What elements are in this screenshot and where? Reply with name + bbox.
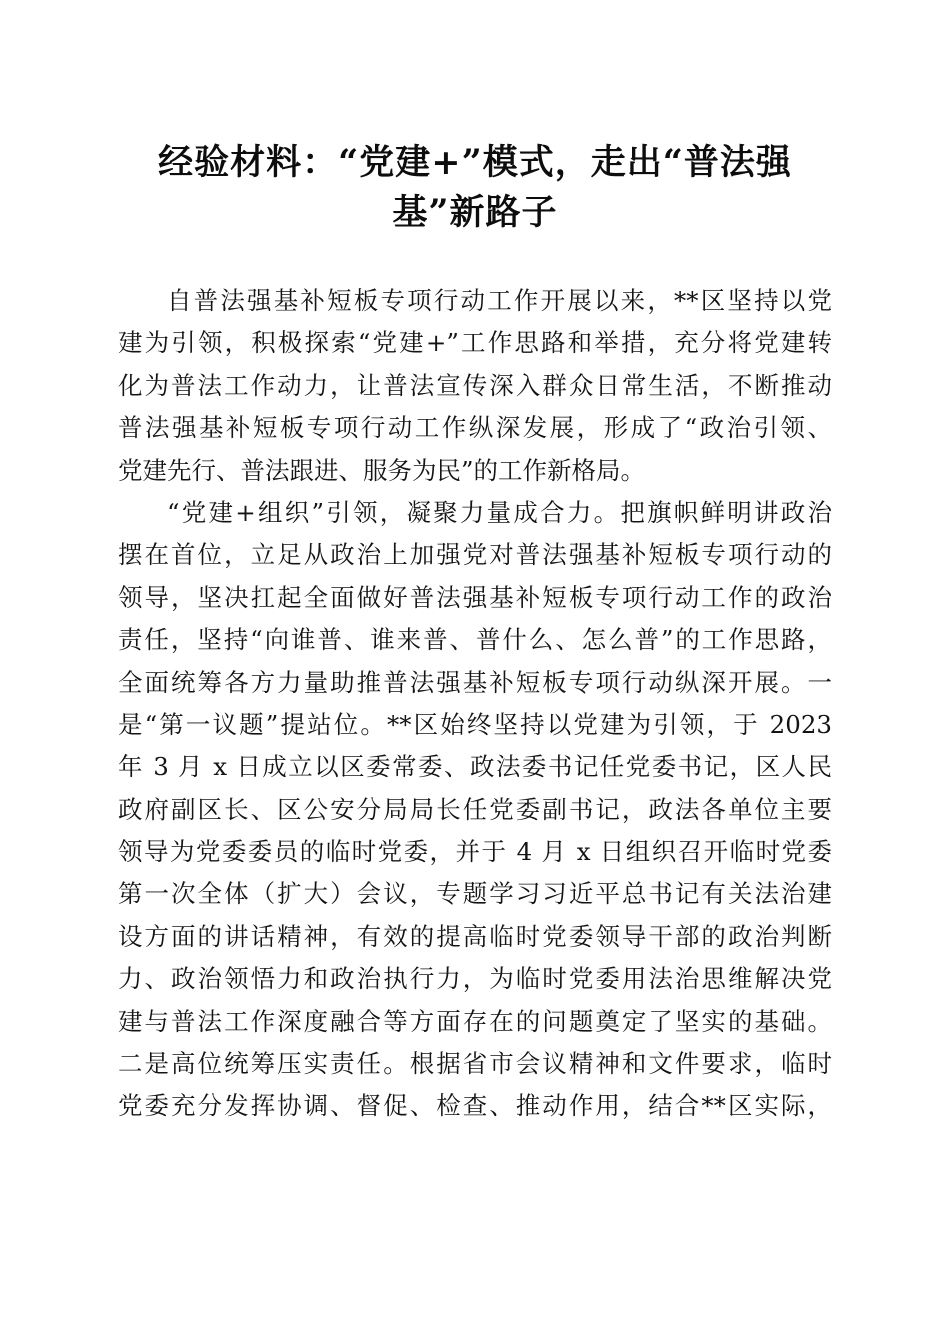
paragraph-1-line: 建为引领，积极探索“党建+”工作思路和举措，充分将党建转: [118, 328, 832, 358]
document-title: [118, 138, 832, 238]
paragraph-2-line: 全面统筹各方力量助推普法强基补短板专项行动纵深开展。一: [118, 667, 832, 697]
paragraph-2-line: 二是高位统筹压实责任。根据省市会议精神和文件要求，临时: [118, 1049, 832, 1079]
title-line-1: 经验材料：“党建+”模式，走出“普法强: [158, 142, 792, 183]
paragraph-2: [118, 492, 832, 1128]
paragraph-2-line: 责任，坚持“向谁普、谁来普、普什么、怎么普”的工作思路，: [118, 625, 832, 655]
title-line-2: 基”新路子: [392, 192, 558, 233]
document-body: [118, 280, 832, 1128]
paragraph-2-line: 力、政治领悟力和政治执行力，为临时党委用法治思维解决党: [118, 964, 832, 994]
paragraph-2-line: 摆在首位，立足从政治上加强党对普法强基补短板专项行动的: [118, 540, 832, 570]
paragraph-1-line: 自普法强基补短板专项行动工作开展以来，**区坚持以党: [167, 286, 832, 315]
paragraph-2-line: 建与普法工作深度融合等方面存在的问题奠定了坚实的基础。: [118, 1006, 832, 1036]
paragraph-2-line: 年 3 月 x 日成立以区委常委、政法委书记任党委书记，区人民: [118, 752, 832, 782]
paragraph-1-line: 党建先行、普法跟进、服务为民”的工作新格局。: [118, 455, 646, 485]
paragraph-2-line: 领导为党委委员的临时党委，并于 4 月 x 日组织召开临时党委: [118, 837, 832, 867]
paragraph-2-line: 领导，坚决扛起全面做好普法强基补短板专项行动工作的政治: [118, 582, 832, 612]
paragraph-2-line: 是“第一议题”提站位。**区始终坚持以党建为引领，于 2023: [118, 709, 832, 739]
paragraph-2-line: 党委充分发挥协调、督促、检查、推动作用，结合**区实际，: [118, 1091, 832, 1121]
paragraph-1: [118, 280, 832, 492]
paragraph-2-line: 设方面的讲话精神，有效的提高临时党委领导干部的政治判断: [118, 921, 832, 951]
paragraph-2-line: “党建+组织”引领，凝聚力量成合力。把旗帜鲜明讲政治: [167, 497, 832, 527]
paragraph-1-line: 化为普法工作动力，让普法宣传深入群众日常生活，不断推动: [118, 370, 832, 400]
paragraph-1-line: 普法强基补短板专项行动工作纵深发展，形成了“政治引领、: [118, 413, 832, 443]
paragraph-2-line: 政府副区长、区公安分局局长任党委副书记，政法各单位主要: [118, 794, 832, 824]
paragraph-2-line: 第一次全体（扩大）会议，专题学习习近平总书记有关法治建: [118, 879, 832, 909]
